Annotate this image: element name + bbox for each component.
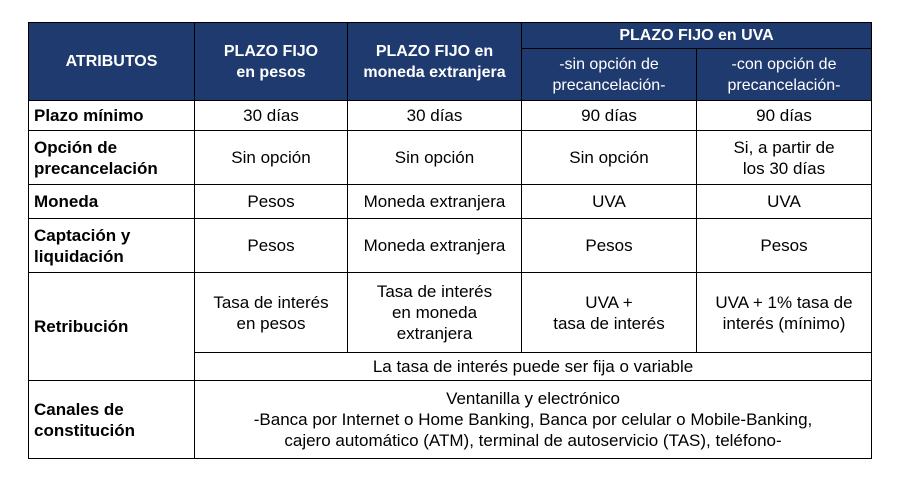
- cell-value: Pesos: [522, 219, 697, 273]
- row-label: Captación y liquidación: [29, 219, 195, 273]
- cell-value: 30 días: [348, 101, 522, 131]
- cell-value: 30 días: [195, 101, 348, 131]
- cell-value: UVA: [697, 185, 872, 219]
- header-plazo-fijo-uva: PLAZO FIJO en UVA: [522, 23, 872, 49]
- header-plazo-fijo-pesos: PLAZO FIJO en pesos: [195, 23, 348, 101]
- cell-value: 90 días: [522, 101, 697, 131]
- cell-value: UVA + tasa de interés: [522, 273, 697, 353]
- row-label: Moneda: [29, 185, 195, 219]
- row-plazo-minimo: [29, 101, 872, 131]
- row-canales-constitucion: [29, 381, 872, 459]
- header-uva-con-precancelacion: -con opción de precancelación-: [697, 49, 872, 101]
- cell-value: Moneda extranjera: [348, 185, 522, 219]
- cell-value: Pesos: [195, 219, 348, 273]
- header-row: [29, 23, 872, 49]
- cell-value: Pesos: [195, 185, 348, 219]
- cell-value: Si, a partir de los 30 días: [697, 131, 872, 185]
- cell-value: UVA + 1% tasa de interés (mínimo): [697, 273, 872, 353]
- cell-value: Pesos: [697, 219, 872, 273]
- row-label: Plazo mínimo: [29, 101, 195, 131]
- header-plazo-fijo-moneda-extranjera: PLAZO FIJO en moneda extranjera: [348, 23, 522, 101]
- cell-value: Tasa de interés en pesos: [195, 273, 348, 353]
- row-label: Opción de precancelación: [29, 131, 195, 185]
- header-attributes: ATRIBUTOS: [29, 23, 195, 101]
- header-uva-sin-precancelacion: -sin opción de precancelación-: [522, 49, 697, 101]
- row-moneda: [29, 185, 872, 219]
- row-retribucion: [29, 273, 872, 353]
- cell-value: UVA: [522, 185, 697, 219]
- cell-value: Sin opción: [522, 131, 697, 185]
- comparison-table: [28, 22, 872, 459]
- row-captacion-liquidacion: [29, 219, 872, 273]
- cell-value: Sin opción: [195, 131, 348, 185]
- retribucion-note: La tasa de interés puede ser fija o variable: [195, 353, 872, 381]
- cell-value: Tasa de interés en moneda extranjera: [348, 273, 522, 353]
- cell-value: Sin opción: [348, 131, 522, 185]
- cell-value: Moneda extranjera: [348, 219, 522, 273]
- cell-value: 90 días: [697, 101, 872, 131]
- row-opcion-precancelacion: [29, 131, 872, 185]
- canales-value: Ventanilla y electrónico -Banca por Internet o Home Banking, Banca por celular o Mobile-Banking, cajero automático (ATM), terminal de autoservicio (TAS), teléfono-: [195, 381, 872, 459]
- row-label: Retribución: [29, 273, 195, 381]
- row-label: Canales de constitución: [29, 381, 195, 459]
